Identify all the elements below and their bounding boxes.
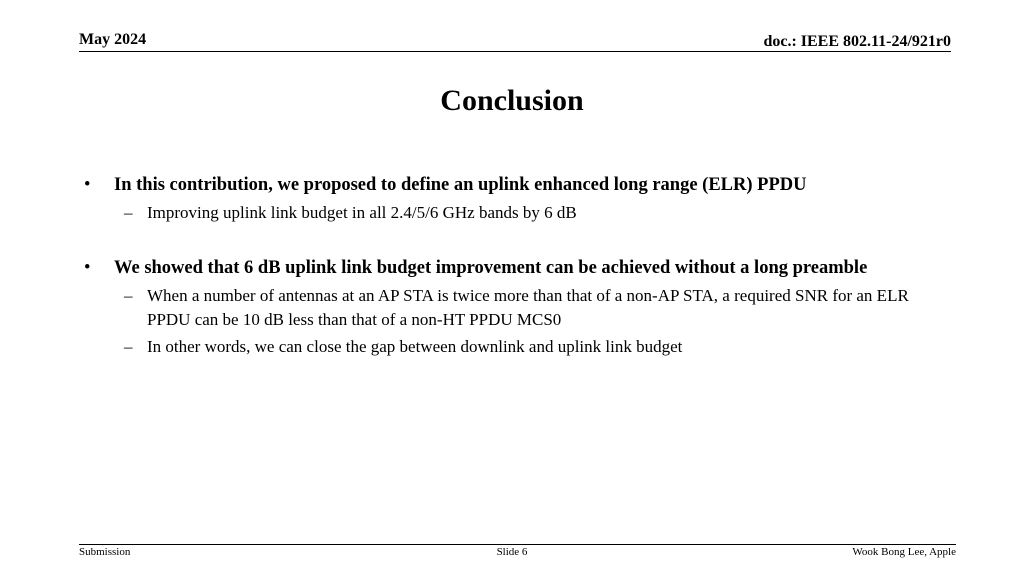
bullet-marker: • <box>84 175 91 195</box>
sub-bullet-text: In other words, we can close the gap between downlink and uplink link budget <box>147 337 683 356</box>
header-divider <box>79 51 951 52</box>
footer-submission: Submission <box>79 546 131 558</box>
slide-title: Conclusion <box>440 84 584 117</box>
bullet-text: We showed that 6 dB uplink link budget improvement can be achieved without a long preamble <box>114 258 868 278</box>
sub-bullet-item <box>84 284 934 332</box>
slide-body <box>84 172 934 359</box>
sub-bullet-marker: – <box>124 286 133 305</box>
sub-bullet-text: Improving uplink link budget in all 2.4/5/6 GHz bands by 6 dB <box>147 203 577 222</box>
sub-bullet-marker: – <box>124 337 133 356</box>
sub-bullet-item <box>84 335 934 359</box>
footer-author: Wook Bong Lee, Apple <box>852 546 956 558</box>
sub-bullet-item <box>84 201 934 225</box>
bullet-text: In this contribution, we proposed to define an uplink enhanced long range (ELR) PPDU <box>114 175 807 195</box>
header-date: May 2024 <box>79 31 147 48</box>
sub-bullet-marker: – <box>124 203 133 222</box>
footer-divider <box>79 544 956 545</box>
footer-slide-number: Slide 6 <box>496 546 528 558</box>
header-doc-id: doc.: IEEE 802.11-24/921r0 <box>763 33 951 50</box>
bullet-marker: • <box>84 258 91 278</box>
bullet-item <box>84 255 934 281</box>
bullet-item <box>84 172 934 198</box>
sub-bullet-text: When a number of antennas at an AP STA is twice more than that of a non-AP STA, a required SNR for an ELR PPDU can be 10 dB less than that of a non-HT PPDU MCS0 <box>147 286 909 329</box>
